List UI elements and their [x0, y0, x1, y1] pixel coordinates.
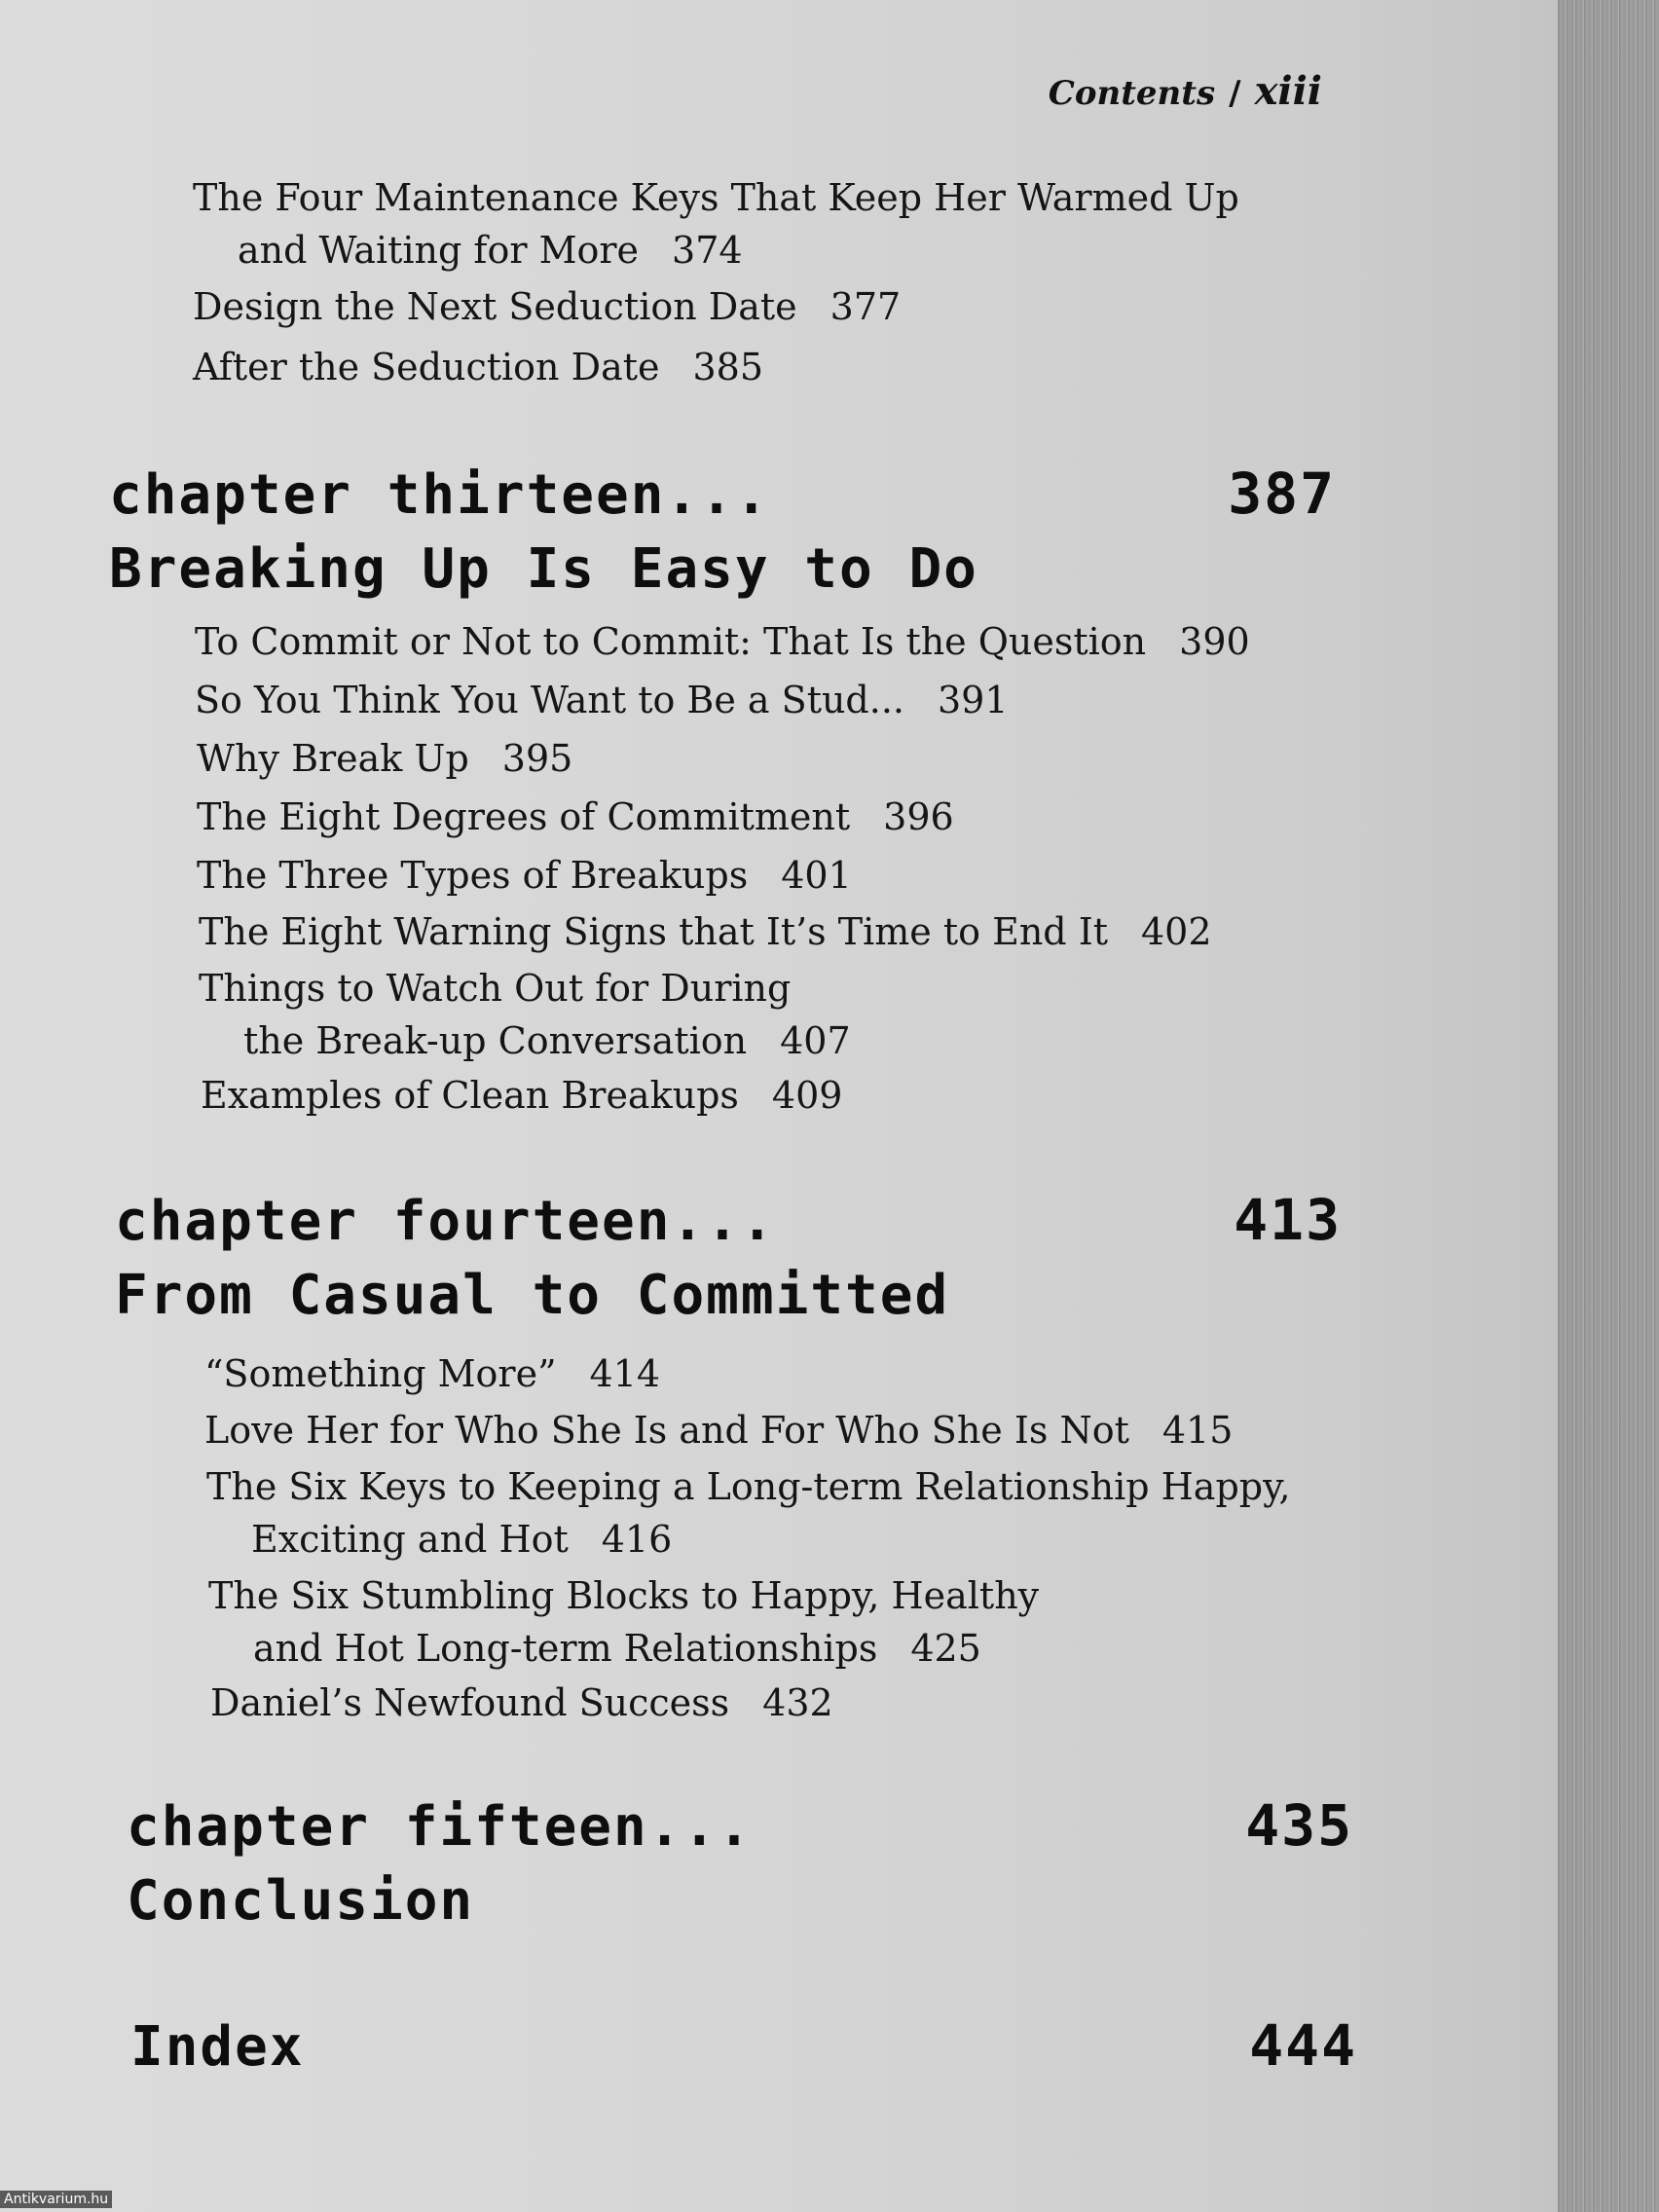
entry-page-number: 432: [762, 1681, 833, 1724]
entry-page-number: 390: [1179, 620, 1250, 663]
entry-title: The Six Keys to Keeping a Long-term Relationship Happy,: [206, 1465, 1291, 1508]
toc-entry: [195, 615, 1250, 668]
toc-entry: [193, 171, 1239, 276]
toc-entry: [197, 791, 954, 843]
watermark: Antikvarium.hu: [0, 2191, 112, 2208]
toc-entry: [199, 962, 851, 1067]
page-edge-background: [1558, 0, 1659, 2212]
index-page-number: 444: [1249, 2012, 1357, 2079]
running-head-section: Contents: [1048, 74, 1216, 113]
chapter-title: Breaking Up Is Easy to Do: [109, 537, 978, 601]
entry-page-number: 409: [771, 1074, 843, 1117]
index-heading: [130, 2009, 1357, 2083]
entry-page-number: 374: [672, 229, 743, 272]
chapter-page-number: 387: [1228, 461, 1336, 527]
chapter-heading: [127, 1789, 1353, 1939]
entry-page-number: 416: [601, 1518, 673, 1561]
entry-title: Examples of Clean Breakups: [201, 1074, 739, 1117]
entry-title: Daniel’s Newfound Success: [210, 1681, 730, 1724]
entry-title-cont: Exciting and Hot: [251, 1518, 569, 1561]
toc-entry: [199, 905, 1212, 958]
index-label: Index: [130, 2015, 305, 2079]
chapter-heading: [115, 1184, 1342, 1334]
entry-title: So You Think You Want to Be a Stud...: [195, 679, 904, 721]
entry-page-number: 396: [883, 795, 954, 838]
entry-title: Why Break Up: [197, 737, 469, 780]
entry-title: To Commit or Not to Commit: That Is the Question: [195, 620, 1147, 663]
entry-title: Love Her for Who She Is and For Who She Is Not: [204, 1409, 1129, 1452]
page-folio: xiii: [1254, 68, 1322, 114]
running-head-separator: /: [1229, 74, 1241, 113]
toc-entry: [197, 849, 852, 902]
entry-title: Things to Watch Out for During: [199, 967, 792, 1010]
entry-title-cont: and Hot Long-term Relationships: [253, 1627, 878, 1670]
chapter-label: chapter fourteen...: [115, 1190, 776, 1253]
entry-title: After the Seduction Date: [193, 346, 660, 388]
toc-entry: [204, 1404, 1233, 1456]
chapter-title: From Casual to Committed: [115, 1264, 950, 1327]
entry-page-number: 377: [830, 285, 902, 328]
toc-entry: [193, 280, 901, 333]
entry-title-cont: and Waiting for More: [238, 229, 640, 272]
toc-entry: [195, 674, 1009, 726]
entry-title: Design the Next Seduction Date: [193, 285, 797, 328]
toc-entry: [206, 1460, 1291, 1566]
entry-page-number: 401: [781, 854, 852, 897]
toc-entry: [193, 341, 763, 393]
toc-entry: [208, 1569, 1039, 1675]
toc-entry: [210, 1677, 833, 1729]
chapter-heading: [109, 458, 1336, 608]
toc-entry: [201, 1069, 842, 1122]
entry-page-number: 402: [1141, 910, 1212, 953]
chapter-page-number: 413: [1234, 1187, 1342, 1253]
entry-page-number: 395: [501, 737, 573, 780]
chapter-title: Conclusion: [127, 1869, 475, 1933]
entry-page-number: 407: [780, 1019, 851, 1062]
entry-page-number: 391: [938, 679, 1009, 721]
chapter-label: chapter fifteen...: [127, 1795, 753, 1859]
chapter-label: chapter thirteen...: [109, 463, 770, 527]
entry-title: The Three Types of Breakups: [197, 854, 749, 897]
toc-entry: [204, 1347, 660, 1400]
toc-entry: [197, 732, 572, 785]
entry-page-number: 414: [589, 1352, 661, 1395]
entry-title: The Eight Warning Signs that It’s Time to End It: [199, 910, 1108, 953]
entry-title-cont: the Break-up Conversation: [243, 1019, 748, 1062]
entry-title: The Six Stumbling Blocks to Happy, Healthy: [208, 1574, 1040, 1617]
entry-page-number: 425: [910, 1627, 981, 1670]
entry-title: The Eight Degrees of Commitment: [197, 795, 851, 838]
entry-title: The Four Maintenance Keys That Keep Her Warmed Up: [193, 176, 1239, 219]
chapter-page-number: 435: [1245, 1792, 1353, 1859]
entry-page-number: 385: [692, 346, 764, 388]
entry-page-number: 415: [1161, 1409, 1234, 1452]
entry-title: “Something More”: [204, 1352, 557, 1395]
